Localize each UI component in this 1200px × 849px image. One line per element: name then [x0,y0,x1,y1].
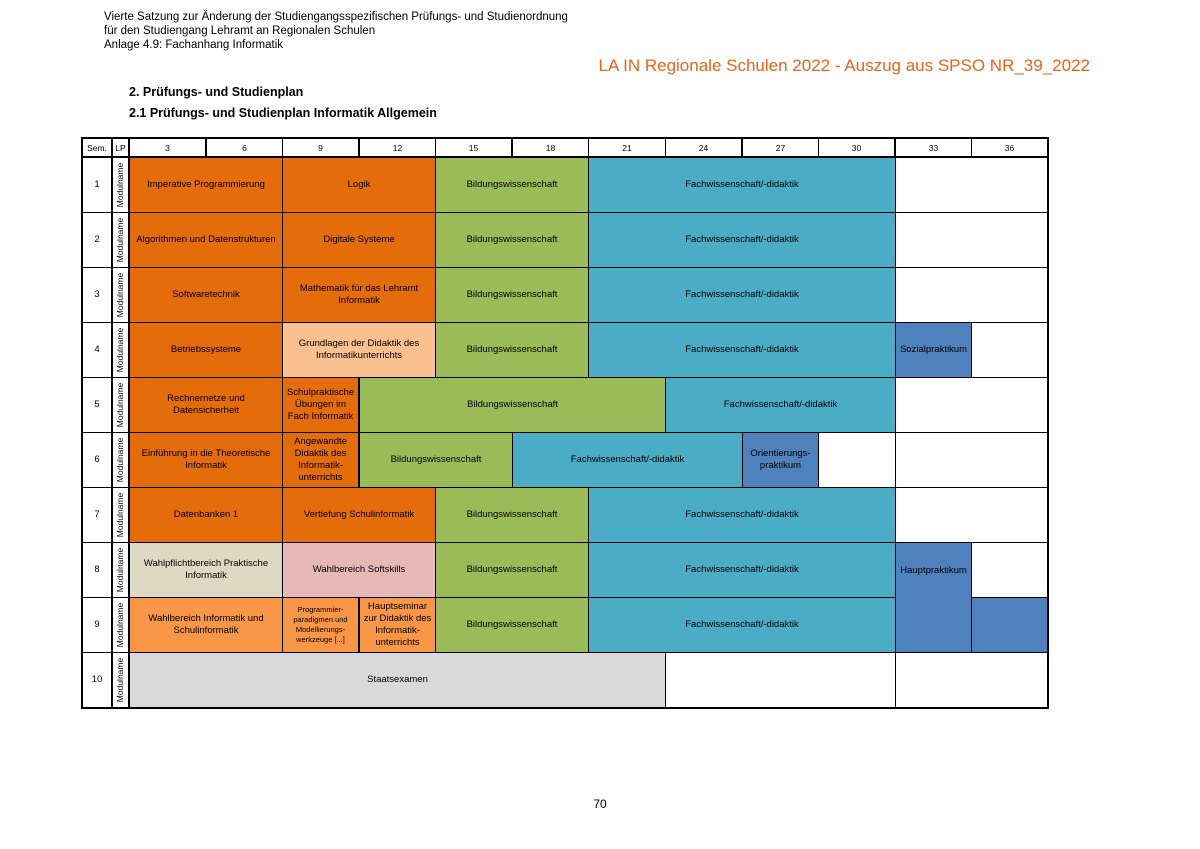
module-fachwissenschaft: Fachwissenschaft/-didaktik [588,597,896,653]
header-line-1: Vierte Satzung zur Änderung der Studiengangsspezifischen Prüfungs- und Studienordnung [104,11,568,23]
module-mathematik: Mathematik für das Lehramt Informatik [282,267,436,323]
module-schulpraktische-uebungen: Schulpraktische Übungen im Fach Informatik [282,377,359,433]
module-bildungswissenschaft: Bildungswissenschaft [435,212,589,268]
module-wahlbereich-softskills: Wahlbereich Softskills [282,542,436,598]
semester-number: 10 [82,652,112,708]
module-fachwissenschaft: Fachwissenschaft/-didaktik [588,212,896,268]
module-orientierungspraktikum: Orientierungs-praktikum [742,432,819,488]
lp-col-27: 27 [742,138,819,157]
module-angewandte-didaktik: Angewandte Didaktik des Informatik-unterrichts [282,432,359,488]
module-bildungswissenschaft: Bildungswissenschaft [359,377,666,433]
empty-cell [895,652,1048,708]
semester-number: 1 [82,157,112,213]
module-fachwissenschaft: Fachwissenschaft/-didaktik [588,322,896,378]
lp-col-3: 3 [129,138,206,157]
hauptpraktikum-label: Hauptpraktikum [900,565,967,576]
document-title: LA IN Regionale Schulen 2022 - Auszug aus SPSO NR_39_2022 [598,56,1090,75]
modulname-label: Modulname [112,652,129,708]
lp-col-9: 9 [282,138,359,157]
modulname-label: Modulname [112,487,129,543]
semester-number: 3 [82,267,112,323]
module-bildungswissenschaft: Bildungswissenschaft [359,432,513,488]
module-fachwissenschaft: Fachwissenschaft/-didaktik [588,267,896,323]
module-grundlagen-didaktik: Grundlagen der Didaktik des Informatikunterrichts [282,322,436,378]
modulname-label: Modulname [112,157,129,213]
empty-cell [895,267,1048,323]
module-sozialpraktikum: Sozialpraktikum [895,322,972,378]
lp-col-24: 24 [665,138,742,157]
module-bildungswissenschaft: Bildungswissenschaft [435,597,589,653]
semester-number: 9 [82,597,112,653]
modulname-label: Modulname [112,322,129,378]
module-fachwissenschaft: Fachwissenschaft/-didaktik [512,432,743,488]
module-fachwissenschaft: Fachwissenschaft/-didaktik [588,487,896,543]
module-wahlpflichtbereich: Wahlpflichtbereich Praktische Informatik [129,542,283,598]
empty-cell [971,322,1048,378]
lp-col-18: 18 [512,138,589,157]
lp-col-21: 21 [588,138,666,157]
semester-number: 7 [82,487,112,543]
module-logik: Logik [282,157,436,213]
empty-cell [818,432,896,488]
empty-cell [895,157,1048,213]
lp-col-15: 15 [435,138,512,157]
empty-cell [895,432,1048,488]
module-fachwissenschaft: Fachwissenschaft/-didaktik [588,542,896,598]
subsection-heading: 2.1 Prüfungs- und Studienplan Informatik Allgemein [129,106,437,120]
lp-col-6: 6 [206,138,283,157]
module-bildungswissenschaft: Bildungswissenschaft [435,487,589,543]
module-hauptpraktikum [895,542,972,653]
module-digitale-systeme: Digitale Systeme [282,212,436,268]
module-betriebssysteme: Betriebssysteme [129,322,283,378]
module-fachwissenschaft: Fachwissenschaft/-didaktik [588,157,896,213]
lp-col-36: 36 [971,138,1048,157]
module-vertiefung-schulinformatik: Vertiefung Schulinformatik [282,487,436,543]
lp-col-33: 33 [895,138,972,157]
empty-cell [895,377,1048,433]
modulname-label: Modulname [112,377,129,433]
module-wahlbereich-informatik: Wahlbereich Informatik und Schulinformatik [129,597,283,653]
study-plan-table [81,137,1049,709]
module-hauptseminar-didaktik: Hauptseminar zur Didaktik des Informatik-unterrichts [359,597,436,653]
module-fachwissenschaft: Fachwissenschaft/-didaktik [665,377,896,433]
modulname-label: Modulname [112,267,129,323]
modulname-label: Modulname [112,432,129,488]
module-rechnernetze: Rechnernetze und Datensicherheit [129,377,283,433]
empty-cell [971,542,1048,598]
module-bildungswissenschaft: Bildungswissenschaft [435,542,589,598]
empty-cell [665,652,896,708]
semester-number: 2 [82,212,112,268]
module-bildungswissenschaft: Bildungswissenschaft [435,267,589,323]
header-line-2: für den Studiengang Lehramt an Regionalen Schulen [104,25,376,37]
lp-col-12: 12 [359,138,436,157]
semester-number: 8 [82,542,112,598]
semester-number: 6 [82,432,112,488]
modulname-label: Modulname [112,212,129,268]
module-staatsexamen: Staatsexamen [129,652,666,708]
module-softwaretechnik: Softwaretechnik [129,267,283,323]
module-theoretische-informatik: Einführung in die Theoretische Informatik [129,432,283,488]
module-bildungswissenschaft: Bildungswissenschaft [435,157,589,213]
section-heading: 2. Prüfungs- und Studienplan [129,85,304,99]
empty-cell [895,212,1048,268]
modulname-label: Modulname [112,597,129,653]
header-sem: Sem. [82,138,112,157]
module-algorithmen: Algorithmen und Datenstrukturen [129,212,283,268]
semester-number: 4 [82,322,112,378]
header-lp: LP [112,138,129,157]
empty-cell [895,487,1048,543]
module-bildungswissenschaft: Bildungswissenschaft [435,322,589,378]
modulname-label: Modulname [112,542,129,598]
document-header [104,10,568,52]
lp-col-30: 30 [818,138,895,157]
module-imperative-programmierung: Imperative Programmierung [129,157,283,213]
page-number: 70 [593,797,607,811]
semester-number: 5 [82,377,112,433]
module-programmierparadigmen: Programmier-paradigmen und Modellierungs-werkzeuge [...] [282,597,359,653]
module-datenbanken: Datenbanken 1 [129,487,283,543]
header-line-3: Anlage 4.9: Fachanhang Informatik [104,39,284,51]
